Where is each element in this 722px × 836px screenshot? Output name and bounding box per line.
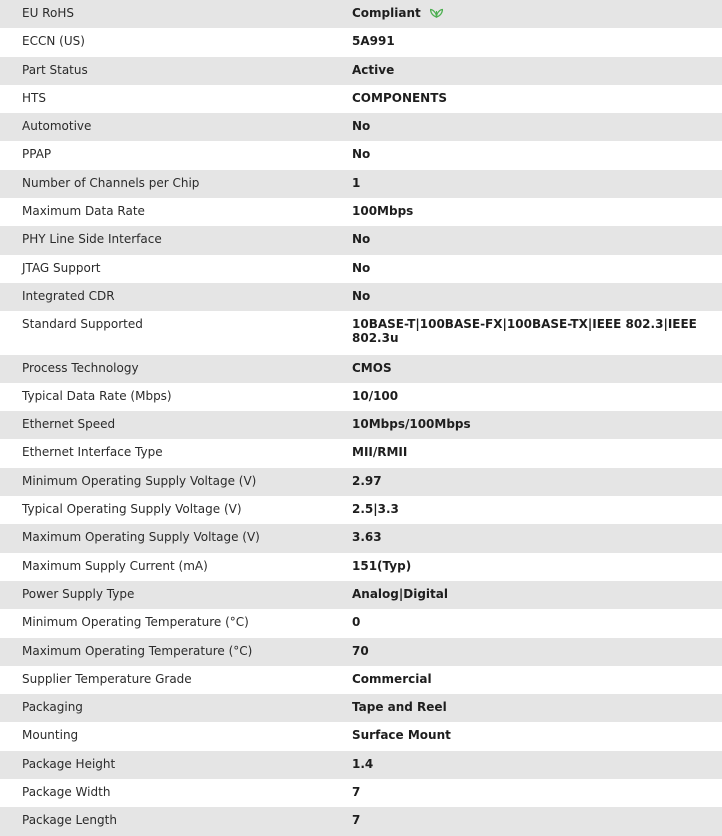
- spec-label: Part Status: [22, 62, 88, 77]
- spec-row: [0, 226, 722, 254]
- spec-row: [0, 779, 722, 807]
- spec-label: Typical Operating Supply Voltage (V): [22, 502, 242, 517]
- spec-row: [0, 383, 722, 411]
- spec-value: 10/100: [352, 388, 399, 403]
- spec-value: 2.97: [352, 473, 382, 488]
- spec-value: 1.4: [352, 756, 374, 771]
- spec-label: Minimum Operating Temperature (°C): [22, 615, 249, 630]
- spec-value: COMPONENTS: [352, 90, 448, 105]
- spec-row: [0, 581, 722, 609]
- spec-label: Maximum Operating Temperature (°C): [22, 643, 253, 658]
- spec-label: Mounting: [22, 728, 79, 743]
- spec-value: Tape and Reel: [352, 700, 447, 715]
- spec-row: [0, 468, 722, 496]
- spec-row: [0, 355, 722, 383]
- spec-label: HTS: [22, 90, 46, 105]
- spec-label: JTAG Support: [22, 260, 101, 275]
- spec-value: No: [352, 260, 371, 275]
- spec-row: [0, 28, 722, 56]
- spec-value: 100Mbps: [352, 204, 414, 219]
- spec-label: Standard Supported: [22, 317, 143, 332]
- spec-value: 7: [352, 785, 361, 800]
- spec-row: [0, 85, 722, 113]
- spec-value: 1: [352, 175, 361, 190]
- spec-row: [0, 638, 722, 666]
- spec-value: 151(Typ): [352, 558, 412, 573]
- spec-value: 10Mbps/100Mbps: [352, 417, 471, 432]
- spec-label: Maximum Supply Current (mA): [22, 558, 208, 573]
- spec-value: 2.5|3.3: [352, 502, 399, 517]
- spec-value: MII/RMII: [352, 445, 408, 460]
- spec-label: Minimum Operating Supply Voltage (V): [22, 473, 257, 488]
- spec-value: 7: [352, 813, 361, 828]
- spec-label: ECCN (US): [22, 34, 85, 49]
- spec-value: 10BASE-T|100BASE-FX|100BASE-TX|IEEE 802.3|IEEE 802.3u: [352, 317, 697, 346]
- spec-row: [0, 807, 722, 835]
- spec-row: [0, 524, 722, 552]
- spec-row: [0, 283, 722, 311]
- spec-value: No: [352, 119, 371, 134]
- leaf-icon: [430, 7, 443, 18]
- spec-value: Surface Mount: [352, 728, 451, 743]
- spec-label: Package Length: [22, 813, 117, 828]
- spec-label: Maximum Operating Supply Voltage (V): [22, 530, 260, 545]
- spec-row: [0, 609, 722, 637]
- spec-row: [0, 255, 722, 283]
- spec-value: 5A991: [352, 34, 395, 49]
- spec-row: [0, 666, 722, 694]
- spec-label: Integrated CDR: [22, 288, 115, 303]
- spec-value-text: Compliant: [352, 6, 421, 20]
- spec-value: No: [352, 147, 371, 162]
- spec-label: EU RoHS: [22, 6, 74, 20]
- spec-value: CMOS: [352, 360, 392, 375]
- spec-label: Package Width: [22, 785, 111, 800]
- spec-row: [0, 170, 722, 198]
- spec-label: Ethernet Speed: [22, 417, 116, 432]
- spec-row: [0, 311, 722, 354]
- spec-label: Supplier Temperature Grade: [22, 671, 192, 686]
- spec-label: Packaging: [22, 700, 83, 715]
- spec-row: [0, 113, 722, 141]
- spec-value: 70: [352, 643, 369, 658]
- spec-row: [0, 57, 722, 85]
- spec-value: [352, 6, 722, 20]
- spec-value: Analog|Digital: [352, 586, 448, 601]
- spec-row: [0, 694, 722, 722]
- spec-row: [0, 553, 722, 581]
- spec-value: Commercial: [352, 671, 432, 686]
- spec-row-eu-rohs: [0, 0, 722, 28]
- spec-label: Power Supply Type: [22, 586, 135, 601]
- spec-label: Number of Channels per Chip: [22, 175, 200, 190]
- spec-row: [0, 722, 722, 750]
- spec-row: [0, 439, 722, 467]
- spec-row: [0, 411, 722, 439]
- spec-value: No: [352, 288, 371, 303]
- spec-row: [0, 141, 722, 169]
- spec-label: Package Height: [22, 756, 116, 771]
- spec-row: [0, 198, 722, 226]
- spec-value: No: [352, 232, 371, 247]
- spec-value: 0: [352, 615, 361, 630]
- spec-label: Maximum Data Rate: [22, 204, 145, 219]
- spec-label: Ethernet Interface Type: [22, 445, 163, 460]
- spec-value: 3.63: [352, 530, 382, 545]
- spec-row: [0, 496, 722, 524]
- spec-label: PHY Line Side Interface: [22, 232, 162, 247]
- spec-label: Process Technology: [22, 360, 139, 375]
- spec-row: [0, 751, 722, 779]
- spec-label: PPAP: [22, 147, 52, 162]
- spec-value: Active: [352, 62, 395, 77]
- spec-label: Automotive: [22, 119, 92, 134]
- spec-label: Typical Data Rate (Mbps): [22, 388, 172, 403]
